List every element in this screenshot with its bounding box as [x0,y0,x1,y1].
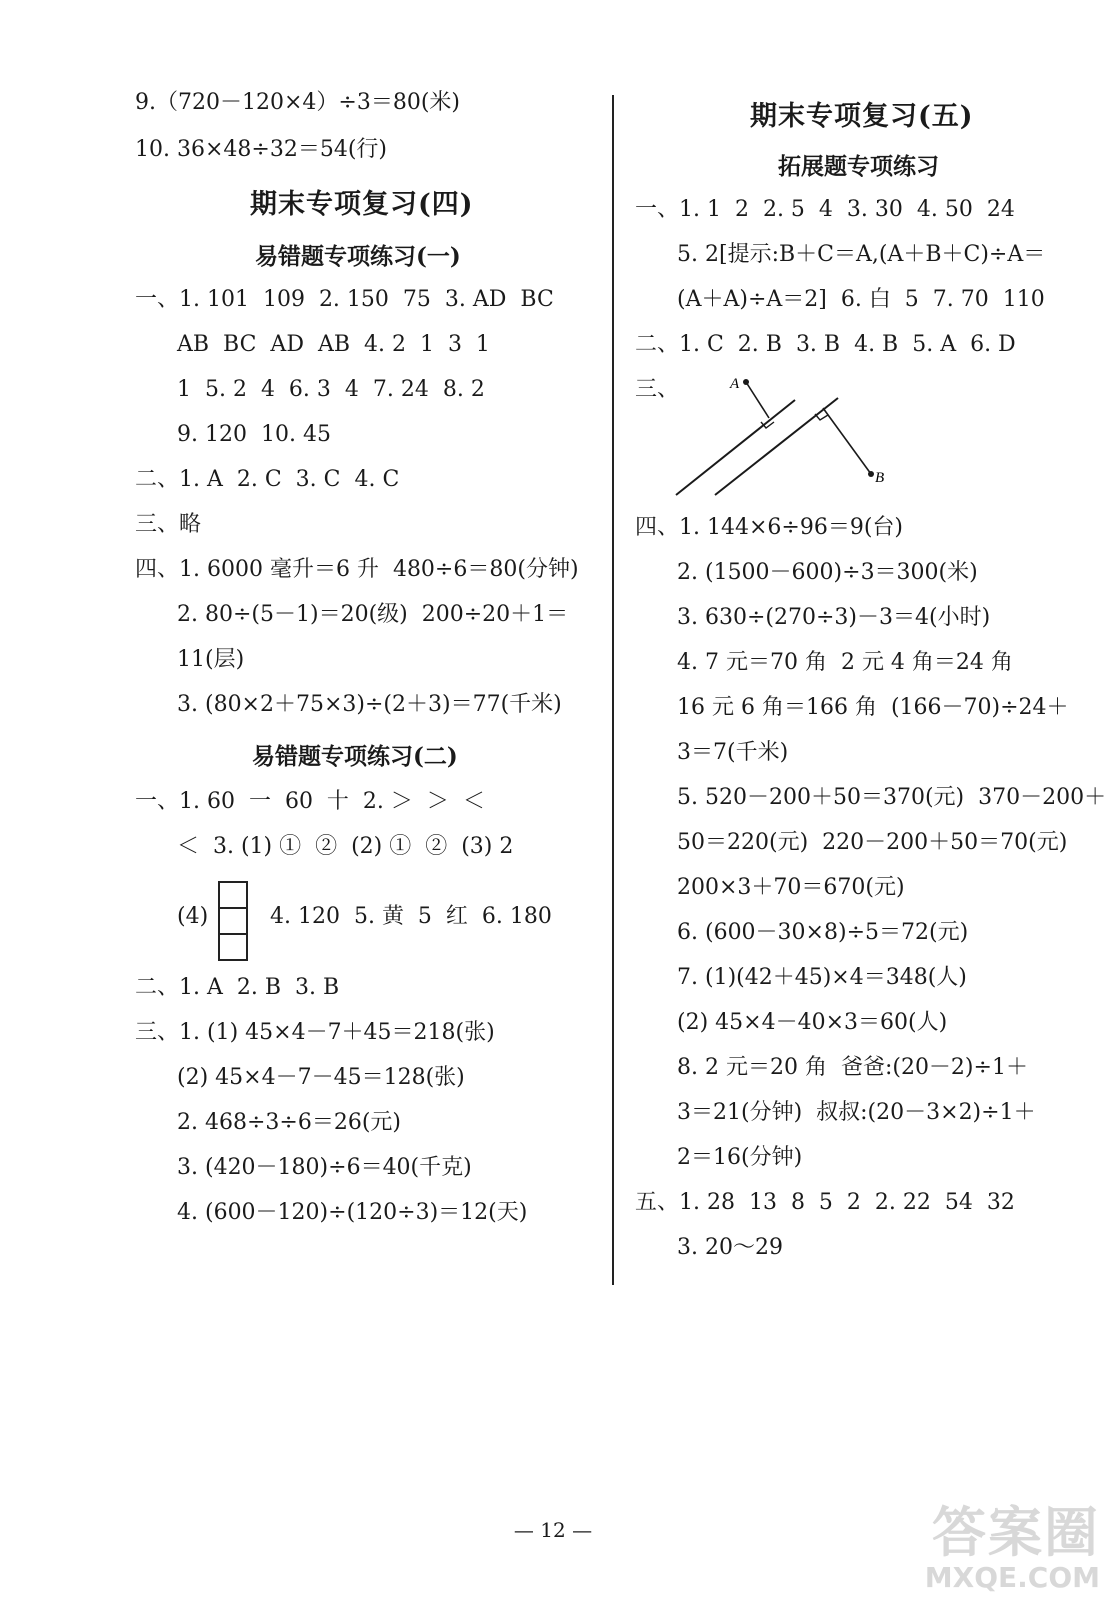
point-label: B [875,470,885,486]
answer-line: 4. 7 元＝70 角 2 元 4 角＝24 角 [677,650,1013,675]
answer-line: (2) 45×4－40×3＝60(人) [677,1010,948,1035]
answer-line: 9.（720－120×4）÷3＝80(米) [135,90,460,115]
answer-line: (4) [177,904,209,929]
answer-line: 三、略 [135,512,202,537]
stacked-squares-figure [218,883,246,961]
answer-line: 3. 20～29 [677,1235,783,1260]
answer-line: 50＝220(元) 220－200＋50＝70(元) [677,830,1068,855]
answer-line: 一、1. 60 一 60 十 2. ＞ ＞ ＜ [135,789,485,814]
parallel-lines-figure [660,370,900,505]
point-label: A [730,376,740,392]
section-title: 期末专项复习(四) [250,189,474,220]
answer-line: 3. (80×2＋75×3)÷(2＋3)＝77(千米) [177,692,562,717]
answer-line: 3＝7(千米) [677,740,789,765]
answer-line: 9. 120 10. 45 [177,422,331,447]
subsection-title: 易错题专项练习(二) [252,743,458,770]
answer-line: 2. 468÷3÷6＝26(元) [177,1110,401,1135]
answer-line: 4. (600－120)÷(120÷3)＝12(天) [177,1200,528,1225]
answer-line: 200×3＋70＝670(元) [677,875,905,900]
answer-line: 5. 2[提示:B＋C＝A,(A＋B＋C)÷A＝ [677,242,1046,267]
answer-line: 四、1. 144×6÷96＝9(台) [635,515,903,540]
watermark-logo [925,1490,1100,1594]
answer-line: 2＝16(分钟) [677,1145,803,1170]
answer-line: 4. 120 5. 黄 5 红 6. 180 [270,904,552,929]
answer-line: 1 5. 2 4 6. 3 4 7. 24 8. 2 [177,377,485,402]
answer-line: 二、1. A 2. B 3. B [135,975,340,1000]
answer-line: ＜ 3. (1) ① ② (2) ① ② (3) 2 [177,834,514,859]
answer-line: 10. 36×48÷32＝54(行) [135,137,387,162]
answer-line: (A＋A)÷A＝2] 6. 白 5 7. 70 110 [677,287,1045,312]
answer-line: 一、1. 1 2 2. 5 4 3. 30 4. 50 24 [635,197,1015,222]
answer-line: (2) 45×4－7－45＝128(张) [177,1065,465,1090]
answer-line: 3. 630÷(270÷3)－3＝4(小时) [677,605,991,630]
answer-line: 3＝21(分钟) 叔叔:(20－3×2)÷1＋ [677,1100,1036,1125]
answer-line: 二、1. C 2. B 3. B 4. B 5. A 6. D [635,332,1016,357]
answer-line: 5. 520－200＋50＝370(元) 370－200＋ [677,785,1106,810]
answer-line: 三、1. (1) 45×4－7＋45＝218(张) [135,1020,495,1045]
answer-line: 16 元 6 角＝166 角 (166－70)÷24＋ [677,695,1069,720]
answer-line: 五、1. 28 13 8 5 2 2. 22 54 32 [635,1190,1015,1215]
answer-line: 6. (600－30×8)÷5＝72(元) [677,920,969,945]
answer-line: 2. (1500－600)÷3＝300(米) [677,560,978,585]
subsection-title: 易错题专项练习(一) [255,243,461,270]
answer-line: 7. (1)(42＋45)×4＝348(人) [677,965,967,990]
section-title: 期末专项复习(五) [750,101,974,132]
answer-line: 三、 [635,377,680,402]
answer-line: 8. 2 元＝20 角 爸爸:(20－2)÷1＋ [677,1055,1028,1080]
answer-line: AB BC AD AB 4. 2 1 3 1 [177,332,490,357]
answer-line: 二、1. A 2. C 3. C 4. C [135,467,400,492]
answer-line: 2. 80÷(5－1)＝20(级) 200÷20＋1＝ [177,602,569,627]
watermark-url: MXQE.COM [924,1561,1100,1594]
subsection-title: 拓展题专项练习 [778,153,939,180]
answer-line: 11(层) [177,647,245,672]
column-divider [612,95,614,1285]
answer-line: 四、1. 6000 毫升＝6 升 480÷6＝80(分钟) [135,557,579,582]
answer-line: 3. (420－180)÷6＝40(千克) [177,1155,472,1180]
page-number: — 12 — [513,1518,593,1542]
answer-line: 一、1. 101 109 2. 150 75 3. AD BC [135,287,554,312]
watermark-text: 答案圈 [932,1501,1100,1564]
